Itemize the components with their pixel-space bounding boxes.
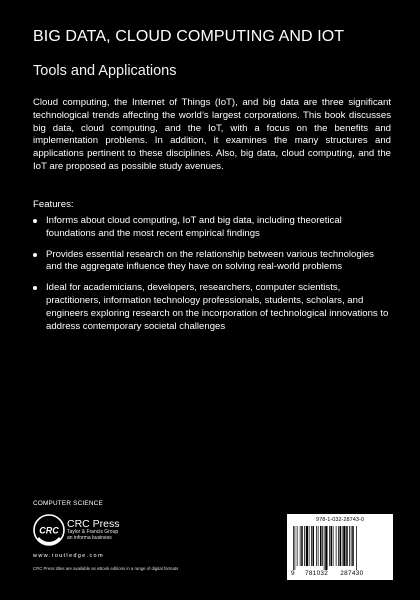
barcode-bar — [301, 526, 303, 566]
barcode-bar — [293, 526, 294, 570]
isbn-number: 978-1-032-28743-0 — [316, 517, 364, 523]
isbn-barcode — [287, 514, 393, 580]
publisher-group: Taylor & Francis Group — [67, 529, 119, 536]
book-subtitle: Tools and Applications — [33, 63, 177, 79]
barcode-bar — [351, 526, 352, 566]
ebook-footnote: CRC Press titles are available as eBook editions in a range of digital formats — [33, 566, 179, 571]
barcode-bar — [295, 526, 296, 570]
feature-item — [33, 249, 391, 275]
publisher-tagline: an informa business — [67, 534, 112, 541]
barcode-bar — [342, 526, 343, 566]
publisher-block — [67, 518, 120, 542]
barcode-bar — [309, 526, 310, 566]
barcode-bar — [306, 526, 308, 566]
publisher-name: CRC Press — [67, 518, 120, 530]
barcode-bar — [313, 526, 315, 566]
barcode-bar — [331, 526, 333, 566]
barcode-bar — [340, 526, 342, 566]
barcode-bar — [324, 526, 325, 570]
barcode-lead-digit: 9 — [291, 570, 295, 577]
barcode-bar — [325, 526, 327, 570]
barcode-bar — [346, 526, 348, 566]
book-description: Cloud computing, the Internet of Things (IoT), and big data are three significant technological trends affecting the world’s largest corporations. This book discusses big data, cloud computing, and the IoT, with a focus on the benefits and implementation problems. In addition, it examines the many structures and applications pertinent to these disciplines. Also, big data, cloud computing, and the IoT are proposed as possible study avenues. — [33, 97, 391, 172]
barcode-left-digits: 781032 — [305, 570, 329, 577]
barcode-bar — [304, 526, 305, 566]
barcode-bars — [293, 526, 387, 570]
feature-text: Informs about cloud computing, IoT and big data, including theoretical foundations and the most recent empirical findings — [46, 215, 342, 239]
barcode-bar — [352, 526, 354, 566]
feature-text: Provides essential research on the relationship between various technologies and the aggregate influence they have on solving real-world problems — [46, 248, 374, 273]
barcode-bar — [349, 526, 350, 566]
features-heading: Features: — [33, 199, 74, 210]
barcode-bar — [329, 526, 330, 566]
barcode-bar — [356, 526, 357, 570]
barcode-bar — [297, 526, 298, 566]
barcode-bar — [338, 526, 339, 566]
publisher-website: www.routledge.com — [33, 553, 104, 559]
barcode-bar — [316, 526, 317, 566]
crc-press-logo-icon — [33, 514, 65, 546]
feature-item — [33, 215, 391, 241]
bullet-icon — [33, 219, 37, 223]
barcode-right-digits: 287430 — [340, 570, 364, 577]
barcode-bar — [311, 526, 312, 566]
barcode-bar — [318, 526, 319, 566]
feature-text: Ideal for academicians, developers, researchers, computer scientists, practitioners, information technology professionals, students, scholars, and engineers exploring research on the incorporation of technological innovations to address contemporary societal challenges — [46, 282, 389, 332]
bullet-icon — [33, 253, 37, 257]
logo-text: CRC — [39, 525, 59, 536]
barcode-bar — [322, 526, 323, 566]
subject-category: COMPUTER SCIENCE — [33, 500, 103, 507]
features-list — [33, 215, 391, 341]
bullet-icon — [33, 286, 37, 290]
barcode-bar — [343, 526, 345, 566]
feature-item — [33, 282, 391, 333]
barcode-bar — [333, 526, 334, 566]
barcode-bar — [336, 526, 337, 566]
book-title: BIG DATA, CLOUD COMPUTING AND IOT — [33, 28, 345, 45]
barcode-bar — [320, 526, 322, 566]
barcode-digits — [291, 570, 391, 577]
barcode-bar — [300, 526, 301, 566]
